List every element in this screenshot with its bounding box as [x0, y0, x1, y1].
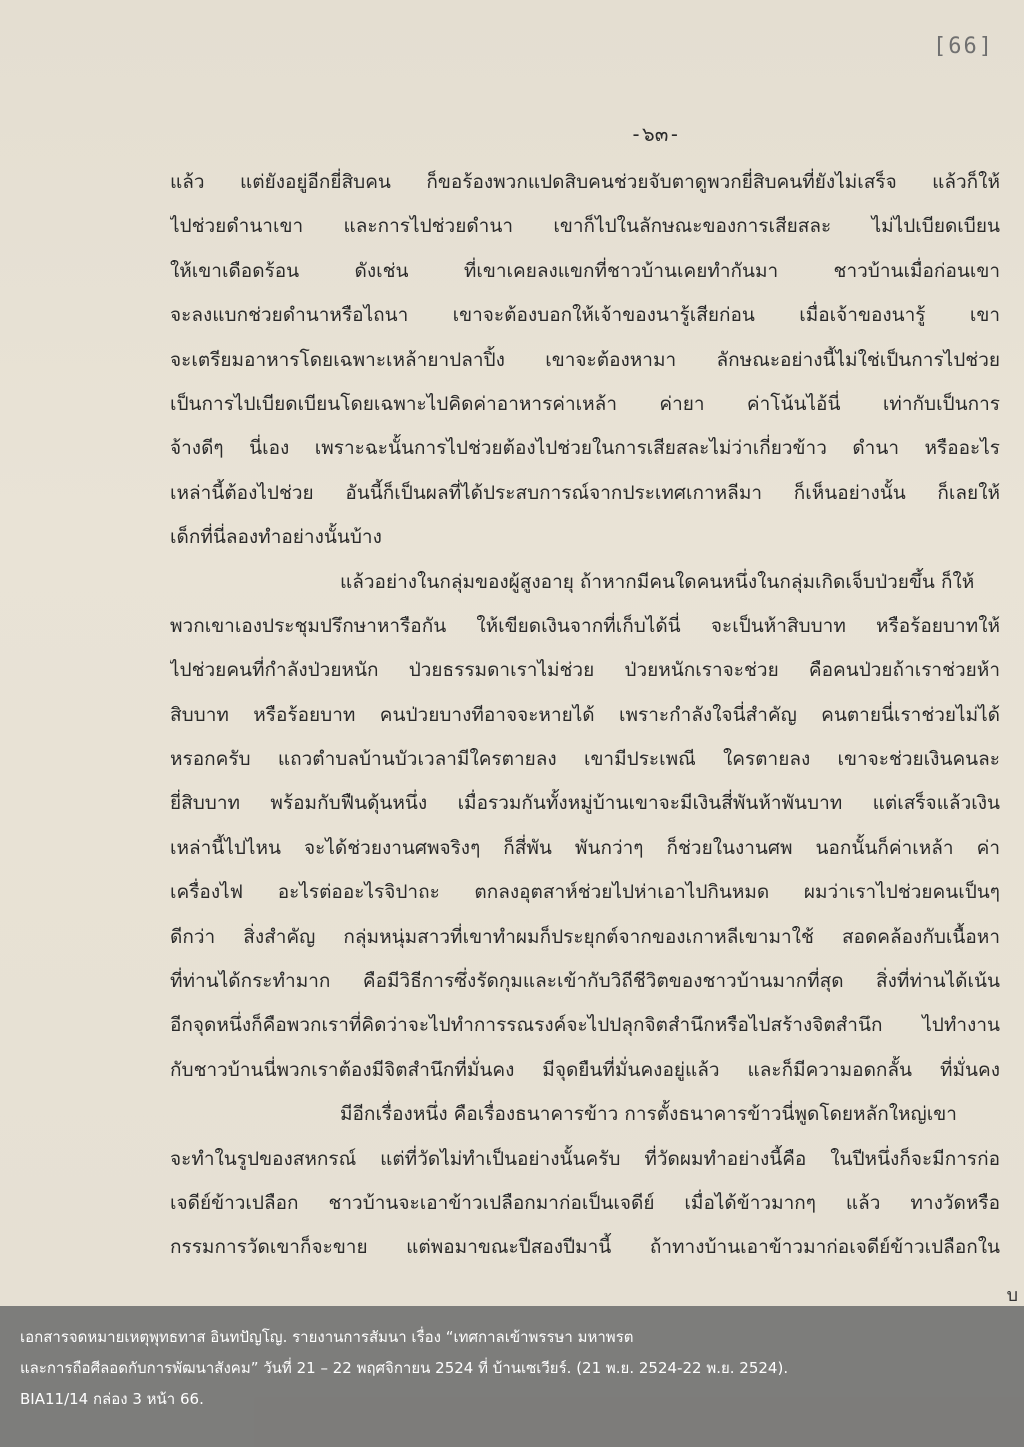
text-line: เด็กที่นี่ลองทำอย่างนั้นบ้าง [170, 526, 382, 549]
text-line: จ้างดีๆ นี่เอง เพราะฉะนั้นการไปช่วยต้องไปช่วยในการเสียสละไม่ว่าเกี่ยวข้าว ดำนา หรืออะไร [170, 437, 1000, 460]
text-line: พวกเขาเองประชุมปรึกษาหารือกัน ให้เขียดเงินจากที่เก็บได้นี่ จะเป็นห้าสิบบาท หรือร้อยบาทให้ [170, 614, 1000, 637]
text-line: ดีกว่า สิ่งสำคัญ กลุ่มหนุ่มสาวที่เขาทำผมก็ประยุกต์จากของเกาหลีเขามาใช้ สอดคล้องกับเนื้อหา [170, 925, 1000, 948]
text-line: มีอีกเรื่องหนึ่ง คือเรื่องธนาคารข้าว การตั้งธนาคารข้าวนี่พูดโดยหลักใหญ่เขา [340, 1103, 957, 1126]
edge-character: บ [1006, 1285, 1018, 1306]
text-line: ยี่สิบบาท พร้อมกับฟืนดุ้นหนึ่ง เมื่อรวมกันทั้งหมู่บ้านเขาจะมีเงินสี่พันห้าพันบาท แต่เสร็จแล้วเงิน [170, 792, 1000, 815]
text-line: จะลงแบกช่วยดำนาหรือไถนา เขาจะต้องบอกให้เจ้าของนารู้เสียก่อน เมื่อเจ้าของนารู้ เขา [170, 304, 1000, 327]
archive-caption [0, 1306, 1024, 1447]
document-body [170, 160, 1000, 1270]
text-line: ที่ท่านได้กระทำมาก คือมีวิธีการซึ่งรัดกุมและเข้ากับวิถีชีวิตของชาวบ้านมากที่สุด สิ่งที่ท่านได้เน้น [170, 970, 1000, 993]
text-line: ให้เขาเดือดร้อน ดังเช่น ที่เขาเคยลงแขกที่ชาวบ้านเคยทำกันมา ชาวบ้านเมื่อก่อนเขา [170, 259, 1000, 282]
archive-page-mark: [66] [933, 34, 994, 59]
text-line: กรรมการวัดเขาก็จะขาย แต่พอมาขณะปีสองปีมานี้ ถ้าทางบ้านเอาข้าวมาก่อเจดีย์ข้าวเปลือกใน [170, 1236, 1000, 1259]
caption-line-1: เอกสารจดหมายเหตุพุทธทาส อินทปัญโญ. รายงานการสัมนา เรื่อง “เทศกาลเข้าพรรษา มหาพรต [20, 1328, 634, 1346]
text-line: แล้ว แต่ยังอยู่อีกยี่สิบคน ก็ขอร้องพวกแปดสิบคนช่วยจับตาดูพวกยี่สิบคนที่ยังไม่เสร็จ แล้วก็ให้ [170, 171, 1000, 193]
text-line: เครื่องไฟ อะไรต่ออะไรจิปาถะ ตกลงอุตสาห์ช่วยไปห่าเอาไปกินหมด ผมว่าเราไปช่วยคนเป็นๆ [170, 881, 1000, 904]
text-line: สิบบาท หรือร้อยบาท คนป่วยบางทีอาจจะหายได้ เพราะกำลังใจนี่สำคัญ คนตายนี่เราช่วยไม่ได้ [170, 703, 1000, 726]
text-line: กับชาวบ้านนี่พวกเราต้องมีจิตสำนึกที่มั่นคง มีจุดยืนที่มั่นคงอยู่แล้ว และก็มีความอดกลั้น ที่มั่นคง [170, 1058, 1000, 1081]
text-line: ไปช่วยดำนาเขา และการไปช่วยดำนา เขาก็ไปในลักษณะของการเสียสละ ไม่ไปเบียดเบียน [170, 215, 1000, 238]
caption-line-3: BIA11/14 กล่อง 3 หน้า 66. [20, 1390, 204, 1408]
text-line: จะทำในรูปของสหกรณ์ แต่ที่วัดไม่ทำเป็นอย่างนั้นครับ ที่วัดผมทำอย่างนี้คือ ในปีหนึ่งก็จะมีการก่อ [170, 1147, 1000, 1170]
text-line: แล้วอย่างในกลุ่มของผู้สูงอายุ ถ้าหากมีคนใดคนหนึ่งในกลุ่มเกิดเจ็บป่วยขึ้น ก็ให้ [340, 570, 975, 593]
page-number: -๖๓- [630, 122, 681, 146]
caption-line-2: และการถือศีลอดกับการพัฒนาสังคม” วันที่ 21 – 22 พฤศจิกายน 2524 ที่ บ้านเซเวียร์. (21 พ.ย. 2524-22 พ.ย. 2524). [20, 1359, 789, 1377]
text-line: หรอกครับ แถวตำบลบ้านบัวเวลามีใครตายลง เขามีประเพณี ใครตายลง เขาจะช่วยเงินคนละ [170, 748, 1000, 771]
text-line: เหล่านี้ต้องไปช่วย อันนี้ก็เป็นผลที่ได้ประสบการณ์จากประเทศเกาหลีมา ก็เห็นอย่างนั้น ก็เลยให้ [170, 481, 1000, 504]
text-line: อีกจุดหนึ่งก็คือพวกเราที่คิดว่าจะไปทำการรณรงค์จะไปปลุกจิตสำนึกหรือไปสร้างจิตสำนึก ไปทำงาน [170, 1014, 1000, 1037]
text-line: เหล่านี้ไปไหน จะได้ช่วยงานศพจริงๆ ก็สี่พัน พันกว่าๆ ก็ช่วยในงานศพ นอกนั้นก็ค่าเหล้า ค่า [170, 836, 1000, 859]
text-line: จะเตรียมอาหารโดยเฉพาะเหล้ายาปลาปิ้ง เขาจะต้องหามา ลักษณะอย่างนี้ไม่ใช่เป็นการไปช่วย [170, 348, 1000, 371]
text-line: เจดีย์ข้าวเปลือก ชาวบ้านจะเอาข้าวเปลือกมาก่อเป็นเจดีย์ เมื่อได้ข้าวมากๆ แล้ว ทางวัดหรือ [170, 1191, 1000, 1214]
text-line: เป็นการไปเบียดเบียนโดยเฉพาะไปคิดค่าอาหารค่าเหล้า ค่ายา ค่าโน้นไอ้นี่ เท่ากับเป็นการ [170, 392, 1000, 415]
text-line: ไปช่วยคนที่กำลังป่วยหนัก ป่วยธรรมดาเราไม่ช่วย ป่วยหนักเราจะช่วย คือคนป่วยถ้าเราช่วยห้า [170, 659, 1000, 682]
